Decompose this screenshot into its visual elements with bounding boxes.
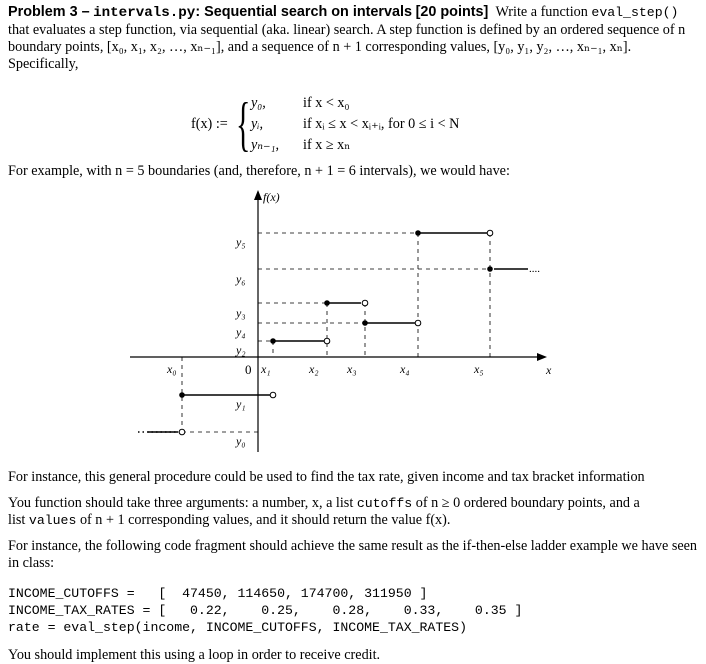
problem-filename: intervals.py: [93, 5, 196, 21]
para-code-intro: For instance, the following code fragment should achieve the same result as the if-then-else ladder example we have seen in class:: [8, 538, 698, 571]
intro-text: Write a function: [495, 4, 592, 20]
intro-text-3: n boundary points, [x₀, x₁, x₂, …, xₙ₋₁], and a sequence of n + 1 corresponding values, [y₀, y₁, y₂, …, xₙ₋₁, xₙ].: [8, 22, 686, 55]
para-arguments: [8, 495, 698, 529]
problem-number: Problem 3 –: [8, 4, 90, 20]
y-label-y1: y₁: [236, 397, 246, 411]
para-arguments-t3: list: [8, 512, 29, 528]
vertical-guides: [182, 233, 490, 432]
horizontal-guides: [182, 233, 490, 432]
intro-text-4: Specifically,: [8, 56, 79, 72]
example-text: For example, with n = 5 boundaries (and, therefore, n + 1 = 6 intervals), we would have:: [8, 163, 510, 179]
para-arguments-t1: You function should take three arguments: a number, x, a list: [8, 495, 357, 511]
x-label-x2: x₂: [309, 362, 319, 376]
x-label-x3: x₃: [347, 362, 357, 376]
y-label-y4: y₄: [236, 325, 246, 339]
para-arguments-t2: of n ≥ 0 ordered boundary points, and a: [412, 495, 640, 511]
footer-text: You should implement this using a loop in order to receive credit.: [8, 647, 381, 663]
values-name: values: [28, 513, 77, 528]
formula-value-2: yₙ₋₁,: [251, 137, 280, 153]
x-label-x1: x₁: [261, 362, 271, 376]
x-label-x4: x₄: [400, 362, 410, 376]
formula-lhs: f(x) :=: [191, 116, 228, 132]
graph-labels: [166, 190, 552, 448]
code-line-1: INCOME_CUTOFFS = [ 47450, 114650, 174700, 311950 ]: [8, 586, 428, 601]
formula-value-1: yᵢ,: [251, 116, 264, 132]
x-label-x5: x₅: [474, 362, 484, 376]
cutoffs-name: cutoffs: [356, 496, 413, 511]
para-arguments-t4: of n + 1 corresponding values, and it should return the value f(x).: [76, 512, 451, 528]
x-axis-arrow: [537, 353, 547, 361]
code-line-2: INCOME_TAX_RATES = [ 0.22, 0.25, 0.28, 0.33, 0.35 ]: [8, 603, 523, 618]
problem-points: [20 points]: [415, 4, 489, 20]
code-block: [8, 585, 522, 636]
origin-label: 0: [245, 362, 252, 377]
formula-brace: {: [236, 91, 251, 157]
open-points: [179, 230, 493, 435]
para-tax-rate: For instance, this general procedure could be used to find the tax rate, given income and tax bracket information: [8, 469, 645, 485]
y-label-y5: y₅: [236, 235, 246, 249]
closed-points: [179, 230, 493, 398]
formula-value-0: y₀,: [251, 95, 266, 111]
x-axis-label: x: [546, 363, 552, 377]
y-label-y3: y₃: [236, 306, 246, 320]
step-segments: [138, 233, 528, 432]
formula-cond-0: if x < x₀: [303, 95, 350, 111]
code-line-3: rate = eval_step(income, INCOME_CUTOFFS, INCOME_TAX_RATES): [8, 620, 467, 635]
formula-cond-1: if xᵢ ≤ x < xᵢ₊ᵢ, for 0 ≤ i < N: [303, 116, 460, 132]
y-axis-label: f(x): [263, 190, 280, 204]
formula-cond-2: if x ≥ xₙ: [303, 137, 351, 153]
function-name: eval_step(): [591, 5, 679, 20]
y-axis-arrow: [254, 190, 262, 200]
y-label-y6: y₆: [236, 272, 246, 286]
x-label-x0: x₀: [167, 362, 177, 376]
y-label-y2: y₂: [236, 343, 246, 357]
problem-title: : Sequential search on intervals: [195, 4, 413, 20]
intro-text-2: that evaluates a step function, via sequential (aka. linear) search. A step function is defined by an ordered sequence of: [8, 22, 679, 38]
right-continuation: ....: [529, 263, 540, 275]
y-label-y0: y₀: [236, 434, 246, 448]
